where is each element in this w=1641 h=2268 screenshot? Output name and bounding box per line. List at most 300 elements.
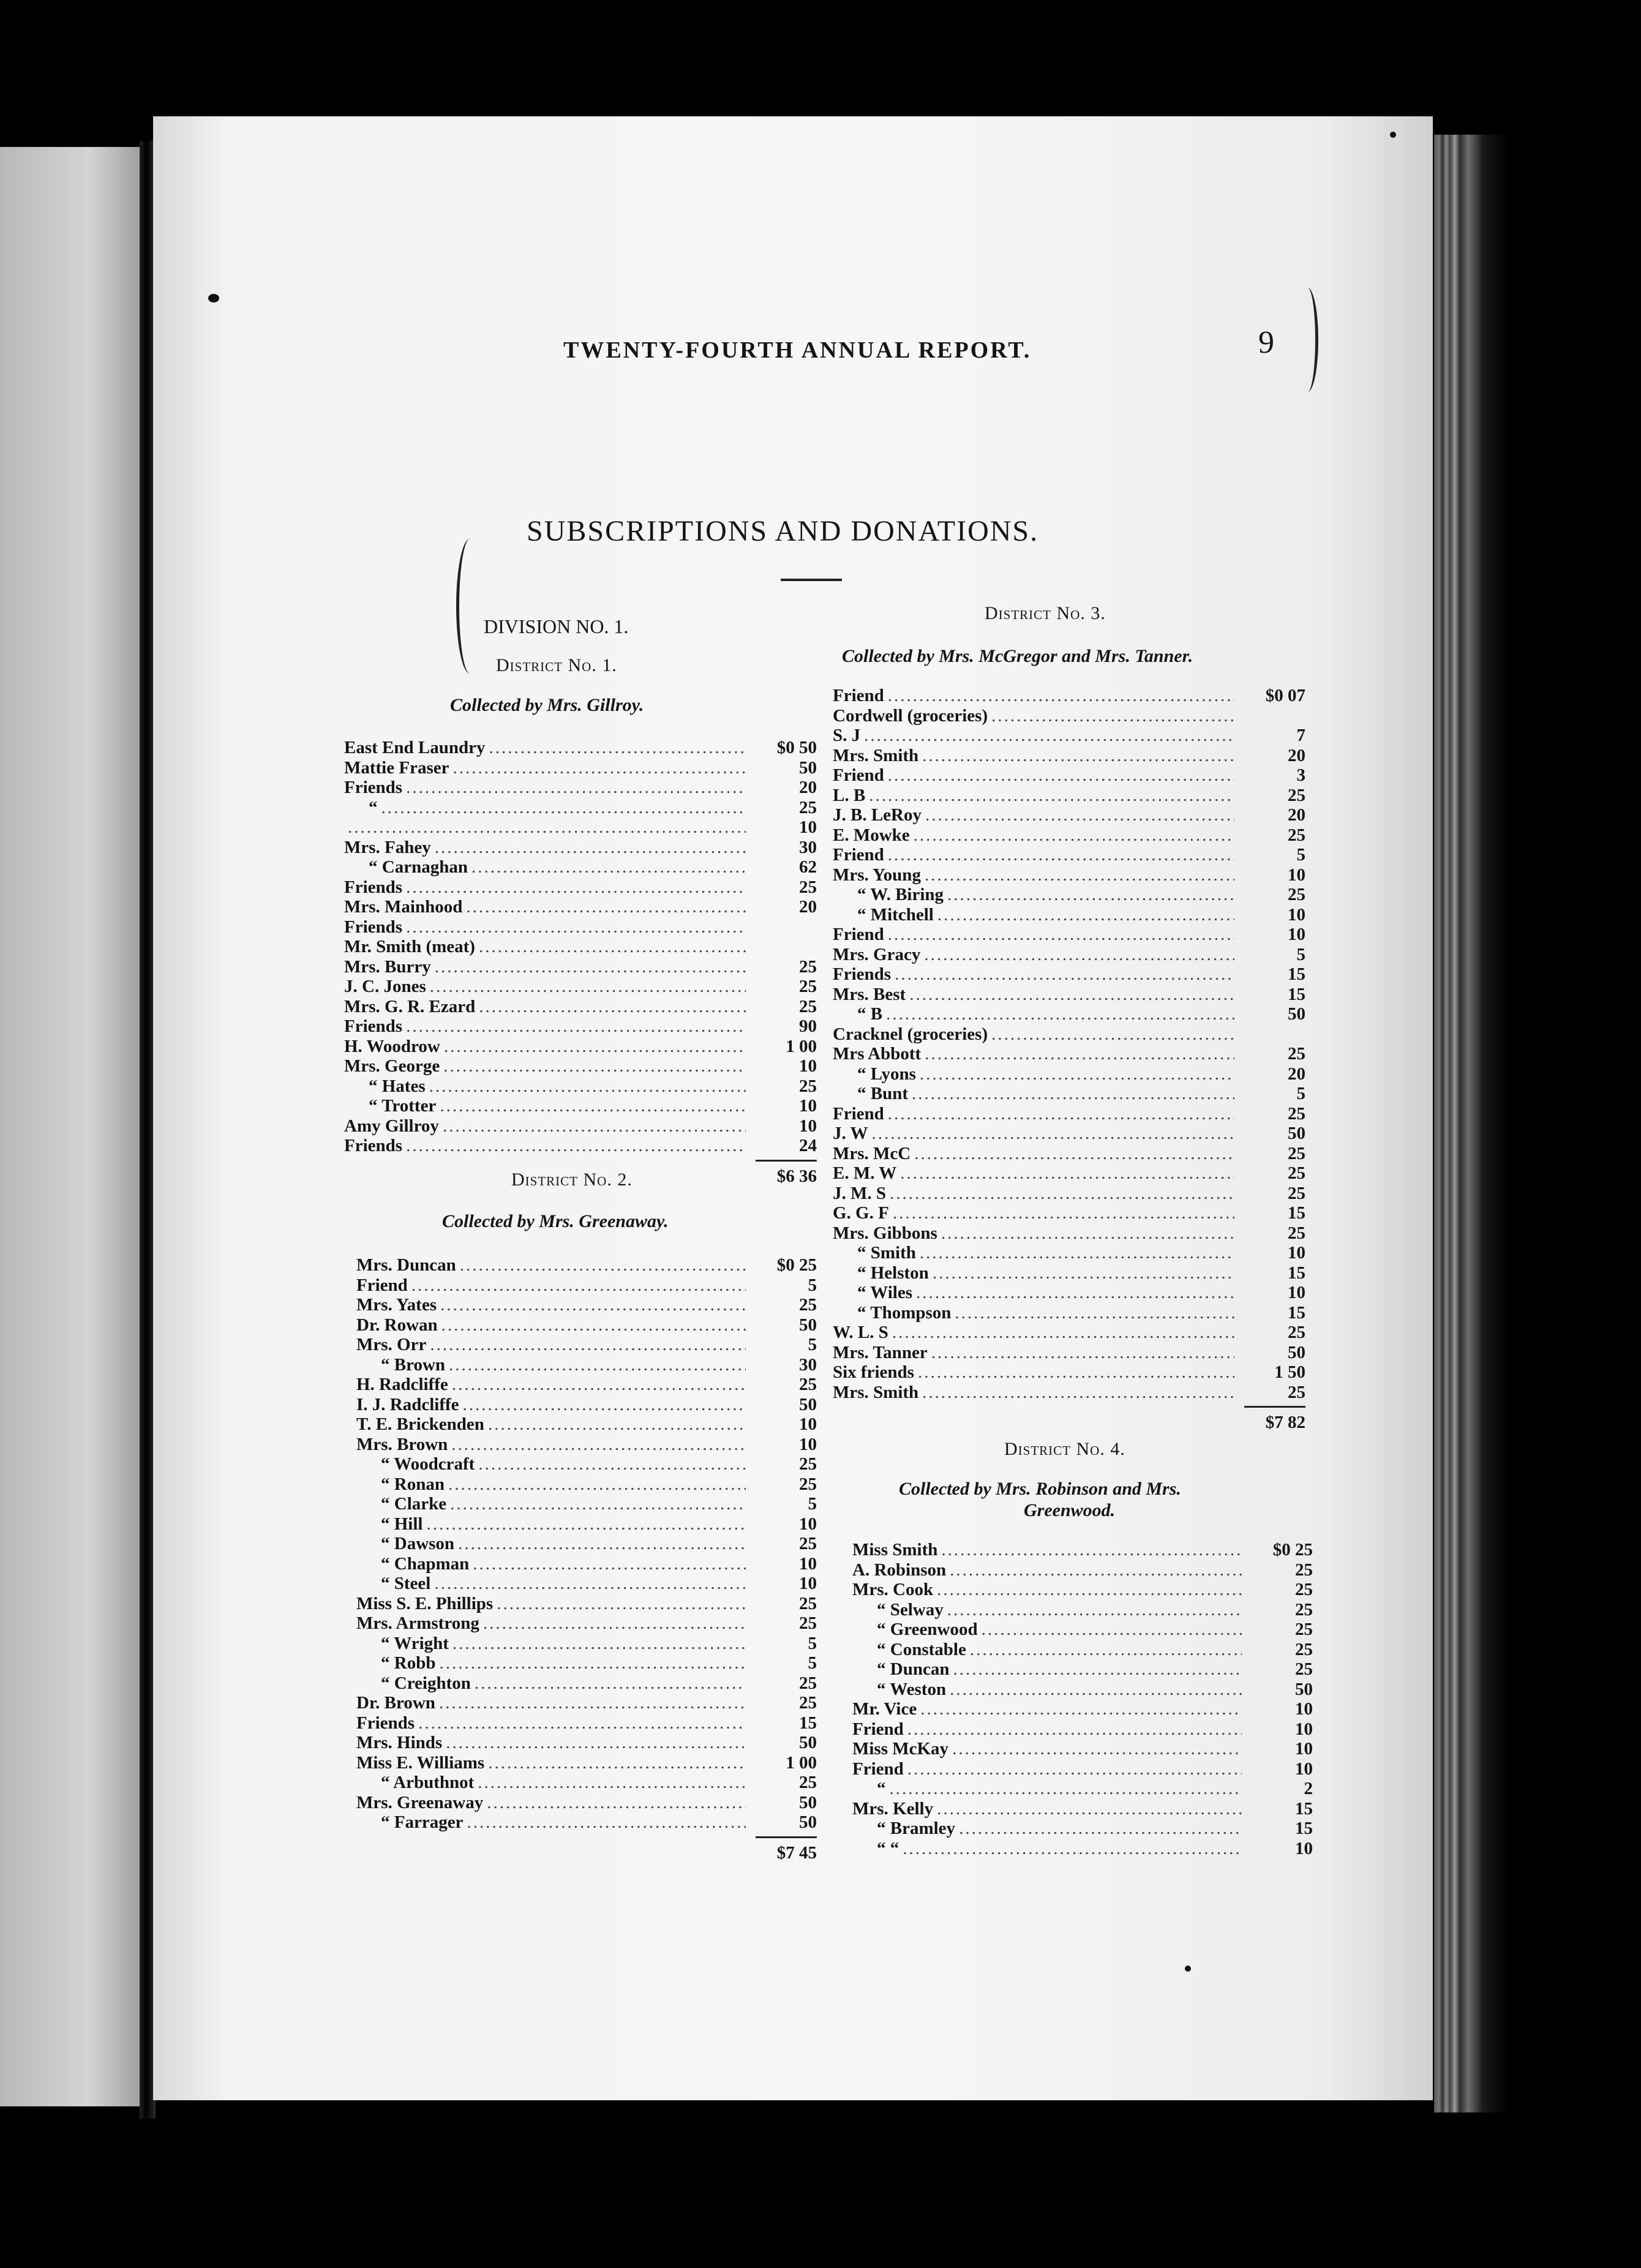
- donor-name: “ Steel: [381, 1574, 431, 1593]
- subscription-row: [356, 1494, 817, 1514]
- donation-amount: 5: [1296, 845, 1305, 865]
- donor-name: T. E. Brickenden: [356, 1414, 484, 1434]
- subscription-row: [833, 786, 1305, 806]
- donor-name: Friends: [344, 1016, 403, 1036]
- donation-amount: 25: [1288, 1382, 1305, 1402]
- donor-name: “: [369, 797, 378, 817]
- donation-amount: $0 25: [1272, 1540, 1313, 1560]
- subscription-row: [833, 845, 1305, 865]
- dot-leader: [381, 798, 746, 818]
- donor-name: Friend: [833, 1103, 884, 1124]
- subscription-row: [356, 1414, 817, 1435]
- donation-amount: 25: [1288, 1183, 1305, 1203]
- donor-name: J. C. Jones: [344, 977, 426, 996]
- donation-amount: 25: [1288, 1163, 1305, 1183]
- dot-leader: [918, 1362, 1234, 1383]
- donation-amount: 25: [1288, 825, 1305, 845]
- donor-name: J. M. S: [833, 1183, 886, 1203]
- dot-leader: [473, 1554, 746, 1574]
- donor-name: H. Woodrow: [344, 1036, 440, 1056]
- donation-amount: 2: [1304, 1779, 1313, 1798]
- donation-amount: 15: [1295, 1819, 1313, 1838]
- donor-name: “ Dawson: [381, 1534, 455, 1553]
- dot-leader: [441, 1315, 746, 1335]
- subscription-row: [833, 706, 1305, 726]
- dot-leader: [931, 1343, 1234, 1363]
- subscription-row: [356, 1375, 817, 1395]
- subscription-row: [833, 1303, 1305, 1323]
- subscription-row: [852, 1719, 1313, 1740]
- donation-amount: 25: [1288, 1103, 1305, 1124]
- donation-amount: 10: [1295, 1719, 1313, 1739]
- subscription-row: [833, 765, 1305, 786]
- subscription-row: [356, 1653, 817, 1673]
- subscription-row: [356, 1793, 817, 1813]
- donation-amount: $0 07: [1265, 686, 1305, 705]
- donation-amount: 10: [1295, 1739, 1313, 1759]
- dot-leader: [448, 1474, 746, 1495]
- donor-name: “ Mitchell: [857, 904, 934, 925]
- subscription-row: [344, 1136, 817, 1156]
- subscription-row: [356, 1693, 817, 1713]
- donor-name: Miss Smith: [852, 1540, 938, 1560]
- subscription-row: [344, 758, 817, 778]
- donor-name: Mrs. Best: [833, 984, 906, 1004]
- dot-leader: [452, 758, 746, 778]
- donor-name: “ Hill: [381, 1514, 423, 1534]
- district-2-collector: Collected by Mrs. Greenaway.: [442, 1211, 669, 1231]
- donor-name: W. L. S: [833, 1323, 888, 1342]
- subscription-row: [852, 1839, 1313, 1859]
- dot-leader: [444, 1037, 746, 1057]
- ink-speck: [208, 294, 219, 302]
- subscription-row: [833, 1184, 1305, 1204]
- dot-leader: [467, 1812, 746, 1833]
- dot-leader: [460, 1255, 746, 1275]
- dot-leader: [900, 1163, 1234, 1184]
- donor-name: I. J. Radcliffe: [356, 1394, 459, 1414]
- donor-name: Friends: [833, 964, 892, 984]
- total-rule: [756, 1836, 817, 1838]
- donation-amount: 25: [799, 1534, 817, 1553]
- donor-name: Miss S. E. Phillips: [356, 1593, 494, 1613]
- donation-amount: 5: [808, 1633, 817, 1653]
- dot-leader: [478, 1454, 746, 1474]
- dot-leader: [488, 1753, 746, 1773]
- donation-amount: 50: [1288, 1124, 1305, 1143]
- dot-leader: [920, 1699, 1242, 1719]
- district-4-collector-line-1: Collected by Mrs. Robinson and Mrs.: [899, 1479, 1181, 1499]
- donor-name: “ Wiles: [857, 1283, 912, 1302]
- donation-amount: 25: [1295, 1599, 1313, 1620]
- donor-name: Cracknel (groceries): [833, 1024, 988, 1044]
- dot-leader: [406, 1136, 746, 1156]
- dot-leader: [430, 1335, 746, 1355]
- donor-name: Miss McKay: [852, 1739, 949, 1759]
- donation-amount: 7: [1296, 726, 1305, 745]
- subscription-row: [852, 1779, 1313, 1799]
- dot-leader: [982, 1620, 1242, 1640]
- subscription-row: [344, 917, 817, 937]
- dot-leader: [888, 925, 1234, 945]
- district-2-heading: District No. 2.: [511, 1170, 633, 1190]
- donor-name: “ W. Biring: [857, 885, 944, 904]
- donation-amount: 5: [1296, 944, 1305, 964]
- dot-leader: [443, 1056, 746, 1076]
- subscription-row: [344, 798, 817, 818]
- subscription-row: [833, 1383, 1305, 1403]
- donation-amount: 15: [799, 1713, 817, 1733]
- donor-name: Friend: [852, 1719, 904, 1739]
- running-head: TWENTY-FOURTH ANNUAL REPORT.: [563, 337, 1032, 363]
- dot-leader: [886, 1004, 1234, 1024]
- donor-name: E. M. W: [833, 1163, 897, 1183]
- subscription-row: [356, 1594, 817, 1614]
- dot-leader: [970, 1640, 1242, 1660]
- donation-amount: 25: [799, 1375, 817, 1394]
- subscription-row: [852, 1739, 1313, 1759]
- donor-name: Friend: [852, 1759, 904, 1779]
- donor-name: S. J: [833, 726, 861, 745]
- subscription-row: [852, 1699, 1313, 1719]
- donation-amount: 25: [799, 1693, 817, 1713]
- subscription-row: [833, 1223, 1305, 1244]
- subscription-row: [356, 1534, 817, 1554]
- dot-leader: [452, 1375, 746, 1395]
- dot-leader: [435, 838, 746, 858]
- donor-name: “ “: [877, 1838, 899, 1858]
- title-rule: [781, 579, 842, 581]
- donor-name: Friend: [833, 686, 884, 705]
- dot-leader: [890, 1184, 1234, 1204]
- subscription-row: [356, 1773, 817, 1793]
- donation-amount: 25: [799, 1593, 817, 1613]
- donation-amount: 25: [799, 1773, 817, 1792]
- dot-leader: [914, 825, 1234, 846]
- donation-amount: 5: [808, 1494, 817, 1514]
- subscription-row: [852, 1819, 1313, 1839]
- dot-leader: [941, 1540, 1242, 1560]
- pencil-bracket-mark: [456, 539, 484, 674]
- district-2-list: [356, 1255, 817, 1863]
- donation-amount: 20: [1288, 805, 1305, 825]
- dot-leader: [466, 897, 746, 917]
- dot-leader: [443, 1116, 746, 1136]
- dot-leader: [406, 778, 746, 798]
- dot-leader: [440, 1096, 746, 1116]
- dot-leader: [439, 1693, 746, 1713]
- subscription-row: [833, 905, 1305, 925]
- donor-name: Friends: [344, 778, 403, 797]
- donation-amount: 10: [1288, 1243, 1305, 1263]
- donation-amount: 5: [808, 1653, 817, 1673]
- dot-leader: [440, 1295, 746, 1315]
- dot-leader: [950, 1680, 1242, 1700]
- donation-amount: 5: [1296, 1084, 1305, 1103]
- dot-leader: [435, 957, 746, 977]
- donation-amount: 10: [1288, 865, 1305, 885]
- total-rule: [756, 1160, 817, 1162]
- subscription-row: [833, 1362, 1305, 1383]
- donor-name: Dr. Rowan: [356, 1315, 438, 1335]
- donor-name: Friend: [833, 765, 884, 785]
- dot-leader: [446, 1733, 746, 1753]
- donor-name: “ Woodcraft: [381, 1454, 475, 1474]
- dot-leader: [451, 1435, 746, 1455]
- subscription-row: [833, 1263, 1305, 1283]
- subscription-row: [833, 985, 1305, 1005]
- donor-name: “ Wright: [381, 1633, 449, 1653]
- subscription-row: [833, 1124, 1305, 1144]
- subscription-row: [356, 1275, 817, 1296]
- subscription-row: [344, 1116, 817, 1136]
- subscription-row: [852, 1540, 1313, 1560]
- subscription-row: [356, 1753, 817, 1773]
- donor-name: Mattie Fraser: [344, 757, 449, 778]
- donor-name: “ Farrager: [381, 1812, 464, 1832]
- ink-speck: [1390, 132, 1396, 138]
- donation-amount: 25: [799, 1673, 817, 1693]
- donor-name: Mrs. Orr: [356, 1335, 427, 1354]
- donation-amount: 25: [1288, 1223, 1305, 1243]
- donor-name: H. Radcliffe: [356, 1375, 448, 1394]
- subscription-row: [833, 726, 1305, 746]
- donor-name: Friends: [356, 1713, 415, 1733]
- subscription-row: [852, 1640, 1313, 1660]
- subscription-row: [852, 1600, 1313, 1620]
- donor-name: Mrs. Hinds: [356, 1733, 443, 1752]
- subscription-row: [344, 1096, 817, 1116]
- donor-name: “ Greenwood: [877, 1620, 978, 1639]
- donor-name: “ Creighton: [381, 1673, 471, 1693]
- donation-amount: 10: [799, 1116, 817, 1136]
- subscription-row: [833, 1343, 1305, 1363]
- donor-name: A. Robinson: [852, 1560, 947, 1580]
- donation-amount: 5: [808, 1275, 817, 1295]
- donor-name: “ Clarke: [381, 1494, 447, 1514]
- subscription-row: [833, 1144, 1305, 1164]
- district-1-heading: District No. 1.: [496, 655, 617, 675]
- donor-name: Friends: [344, 917, 403, 937]
- donation-amount: 1 50: [1274, 1362, 1305, 1382]
- donor-name: “ Selway: [877, 1599, 944, 1620]
- district-4-collector-line-2: Greenwood.: [1024, 1500, 1116, 1520]
- dot-leader: [955, 1303, 1234, 1323]
- donation-amount: 50: [1295, 1679, 1313, 1699]
- subscription-row: [344, 778, 817, 798]
- dot-leader: [411, 1275, 746, 1296]
- dot-leader: [937, 1799, 1242, 1819]
- dot-leader: [869, 786, 1234, 806]
- donor-name: “ B: [857, 1004, 883, 1024]
- donation-amount: 20: [1288, 745, 1305, 765]
- donation-amount: 25: [1288, 885, 1305, 904]
- donor-name: Mrs. Yates: [356, 1295, 437, 1315]
- donation-amount: 5: [808, 1335, 817, 1354]
- subscription-row: [852, 1620, 1313, 1640]
- dot-leader: [888, 845, 1234, 865]
- facing-page-edge: [0, 147, 147, 2106]
- subscription-row: [833, 945, 1305, 965]
- donation-amount: 20: [799, 778, 817, 797]
- dot-leader: [959, 1819, 1242, 1839]
- dot-leader: [439, 1653, 746, 1673]
- district-4-list: [852, 1540, 1313, 1858]
- dot-leader: [950, 1560, 1242, 1580]
- donor-name: E. Mowke: [833, 825, 910, 845]
- donor-name: Mrs. Cook: [852, 1580, 934, 1599]
- dot-leader: [937, 905, 1234, 925]
- donation-amount: 24: [799, 1136, 817, 1155]
- donor-name: Mrs. Gracy: [833, 944, 921, 964]
- dot-leader: [463, 1395, 746, 1415]
- subscription-row: [833, 805, 1305, 825]
- donation-amount: 15: [1288, 1203, 1305, 1223]
- dot-leader: [920, 1243, 1234, 1263]
- donation-amount: 50: [799, 1315, 817, 1335]
- subscription-row: [356, 1335, 817, 1355]
- donation-amount: 15: [1288, 964, 1305, 984]
- donor-name: Friend: [833, 925, 884, 944]
- subscription-row: [344, 1016, 817, 1037]
- donation-amount: 15: [1295, 1798, 1313, 1819]
- donation-amount: 10: [799, 1414, 817, 1434]
- donation-amount: 25: [1288, 1044, 1305, 1064]
- donor-name: “ Brown: [381, 1354, 446, 1375]
- donor-name: “ Hates: [369, 1076, 426, 1096]
- subscription-row: [344, 1056, 817, 1076]
- donation-amount: 10: [799, 1514, 817, 1534]
- subscription-row: [344, 957, 817, 977]
- donor-name: Mrs. George: [344, 1056, 440, 1076]
- district-3-heading: District No. 3.: [985, 603, 1106, 623]
- donation-amount: 15: [1288, 984, 1305, 1004]
- donor-name: “ Arbuthnot: [381, 1773, 475, 1792]
- donor-name: Mrs. Smith: [833, 1382, 919, 1402]
- donor-name: Amy Gillroy: [344, 1116, 439, 1136]
- donation-amount: 25: [1295, 1620, 1313, 1639]
- dot-leader: [406, 917, 746, 937]
- subscription-row: [356, 1673, 817, 1694]
- dot-leader: [937, 1580, 1242, 1600]
- donor-name: “ Helston: [857, 1263, 929, 1283]
- subscription-row: [833, 1163, 1305, 1184]
- donor-name: “ Smith: [857, 1243, 916, 1263]
- donation-amount: 25: [1288, 1323, 1305, 1342]
- dot-leader: [426, 1514, 746, 1534]
- donor-name: Cordwell (groceries): [833, 705, 988, 726]
- subscription-row: [356, 1634, 817, 1654]
- donation-amount: 25: [1295, 1580, 1313, 1599]
- donor-name: Mrs. Brown: [356, 1434, 448, 1454]
- dot-leader: [925, 865, 1234, 885]
- dot-leader: [903, 1839, 1242, 1859]
- dot-leader: [933, 1263, 1234, 1283]
- dot-leader: [479, 937, 746, 957]
- dot-leader: [434, 1574, 746, 1594]
- subscription-row: [356, 1514, 817, 1534]
- dot-leader: [471, 857, 746, 877]
- donation-amount: 10: [799, 1056, 817, 1076]
- dot-leader: [489, 738, 746, 758]
- donation-amount: 10: [799, 1434, 817, 1454]
- subscription-row: [833, 865, 1305, 885]
- subscription-row: [833, 1283, 1305, 1303]
- donor-name: Mr. Smith (meat): [344, 937, 475, 956]
- donation-amount: 20: [1288, 1064, 1305, 1084]
- district-total: $6 36: [776, 1166, 817, 1186]
- donation-amount: 10: [799, 817, 817, 837]
- subscription-row: [356, 1574, 817, 1594]
- donor-name: Mrs. McC: [833, 1143, 911, 1163]
- subscription-row: [344, 838, 817, 858]
- subscription-row: [356, 1295, 817, 1315]
- dot-leader: [888, 765, 1234, 786]
- dot-leader: [953, 1659, 1242, 1680]
- donation-amount: 15: [1288, 1263, 1305, 1283]
- donation-amount: 10: [1295, 1838, 1313, 1858]
- donor-name: “ Lyons: [857, 1064, 916, 1084]
- donation-amount: 62: [799, 857, 817, 877]
- subscription-row: [344, 1037, 817, 1057]
- dot-leader: [458, 1534, 746, 1554]
- page-title: SUBSCRIPTIONS AND DONATIONS.: [527, 515, 1039, 547]
- donor-name: Friends: [344, 877, 403, 897]
- subscription-row: [344, 997, 817, 1017]
- dot-leader: [497, 1594, 746, 1614]
- donor-name: Six friends: [833, 1362, 914, 1382]
- subscription-row: [344, 977, 817, 997]
- donor-name: Mrs. Greenaway: [356, 1792, 484, 1812]
- subscription-row: [344, 1076, 817, 1097]
- subscription-row: [356, 1474, 817, 1495]
- donor-name: Mr. Vice: [852, 1699, 917, 1719]
- dot-leader: [907, 1719, 1242, 1740]
- subscription-row: [344, 817, 817, 838]
- dot-leader: [449, 1355, 746, 1375]
- dot-leader: [487, 1793, 746, 1813]
- donation-amount: 25: [799, 996, 817, 1016]
- donor-name: “ Robb: [381, 1653, 436, 1673]
- donation-amount: 25: [799, 1613, 817, 1633]
- dot-leader: [479, 997, 746, 1017]
- dot-leader: [914, 1144, 1234, 1164]
- donor-name: “ Constable: [877, 1639, 966, 1659]
- donation-amount: $0 25: [776, 1255, 817, 1275]
- dot-leader: [483, 1613, 746, 1634]
- subscription-row: [833, 1203, 1305, 1223]
- donation-amount: 1 00: [786, 1036, 817, 1056]
- subscription-row: [833, 1004, 1305, 1024]
- subscription-row: [356, 1315, 817, 1335]
- donor-name: “ Trotter: [369, 1096, 437, 1116]
- dot-leader: [888, 686, 1234, 706]
- dot-leader: [925, 1044, 1234, 1064]
- donor-name: Mrs. G. R. Ezard: [344, 996, 476, 1016]
- donor-name: “ Duncan: [877, 1659, 950, 1679]
- dot-leader: [406, 877, 746, 898]
- dot-leader: [947, 1600, 1242, 1620]
- donation-amount: 10: [799, 1553, 817, 1574]
- subscription-row: [833, 964, 1305, 985]
- district-total: $7 82: [1265, 1413, 1305, 1432]
- subscription-row: [852, 1580, 1313, 1600]
- dot-leader: [925, 805, 1234, 825]
- dot-leader: [952, 1739, 1242, 1759]
- donation-amount: 25: [799, 956, 817, 977]
- donation-amount: 10: [799, 1574, 817, 1593]
- donor-name: “ Carnaghan: [369, 857, 468, 877]
